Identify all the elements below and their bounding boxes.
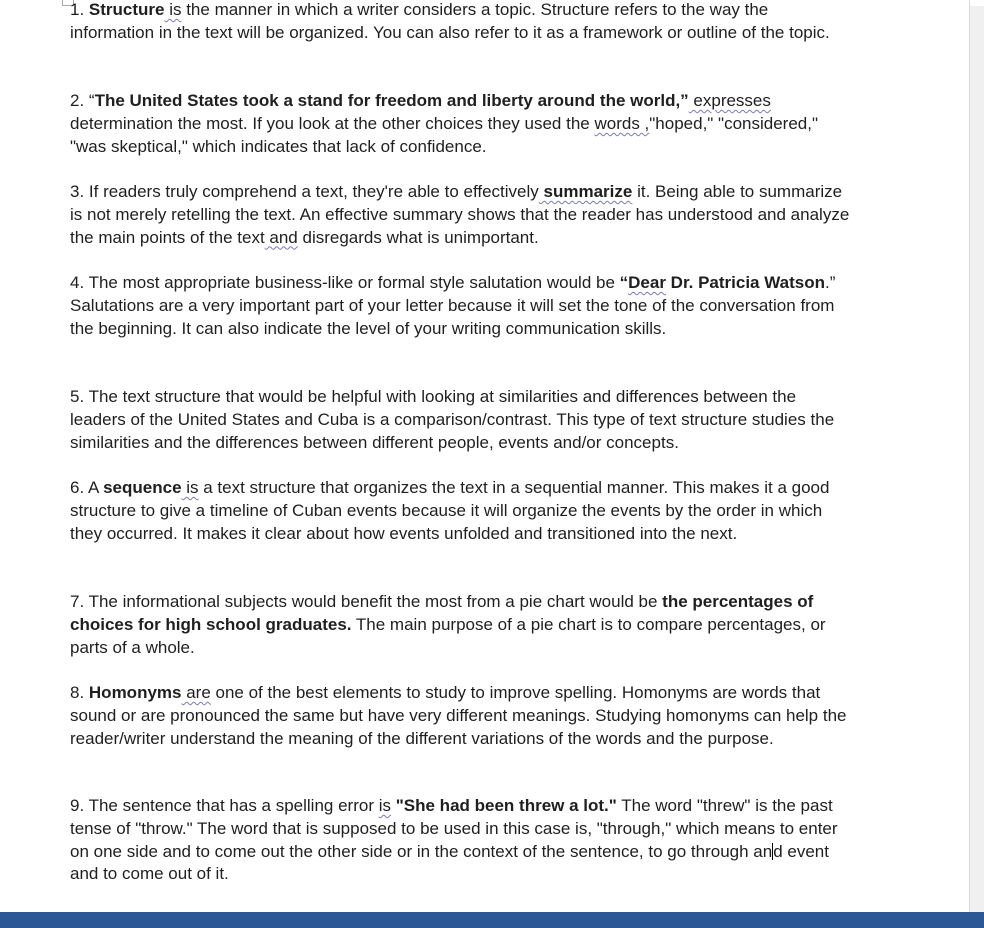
paragraph-6: 6. A sequence is a text structure that organizes the text in a sequential manner. This makes it a good structure to give a timeline of Cuban events because it will organize the events by the order in which they occurred. It makes it clear about how events unfolded and transitioned into the next. — [70, 478, 830, 543]
paragraph-5: 5. The text structure that would be helpful with looking at similarities and differences between the leaders of the United States and Cuba is a comparison/contrast. This type of text structure studies the similarities and the differences between different people, events and/or concepts. — [70, 387, 835, 452]
paragraph-2: 2. “The United States took a stand for freedom and liberty around the world,” expresses determination the most. If you look at the other choices they used the words ,"hoped," "considered," "was skeptical," which indicates that lack of confidence. — [70, 91, 819, 156]
paragraph-3: 3. If readers truly comprehend a text, they're able to effectively summarize it. Being able to summarize is not merely retelling the text. An effective summary shows that the reader has understood and analyze the main points of the text and disregards what is unimportant. — [70, 182, 850, 247]
status-bar — [0, 912, 984, 928]
vertical-scrollbar[interactable] — [970, 6, 984, 912]
paragraph-1: 1. Structure is the manner in which a writer considers a topic. Structure refers to the way the information in the text will be organized. You can also refer to it as a framework or outline of the topic. — [70, 0, 830, 42]
paragraph-9: 9. The sentence that has a spelling error is "She had been threw a lot." The word "threw" is the past tense of "throw." The word that is supposed to be used in this case is, "through," which means to enter on one side and to come out the other side or in the context of the sentence, to go through and event and to come out of it. — [70, 796, 838, 884]
paragraph-7: 7. The informational subjects would benefit the most from a pie chart would be the percentages of choices for high school graduates. The main purpose of a pie chart is to compare percentages, or parts of a whole. — [70, 592, 826, 657]
paragraph-4: 4. The most appropriate business-like or formal style salutation would be “Dear Dr. Patricia Watson.” Salutations are a very important part of your letter because it will set the tone of the conversation from the beginning. It can also indicate the level of your writing communication skills. — [70, 273, 836, 338]
paragraph-8: 8. Homonyms are one of the best elements to study to improve spelling. Homonyms are words that sound or are pronounced the same but have very different meanings. Studying homonyms can help the reader/writer understand the meaning of the different variations of the words and the purpose. — [70, 683, 847, 748]
